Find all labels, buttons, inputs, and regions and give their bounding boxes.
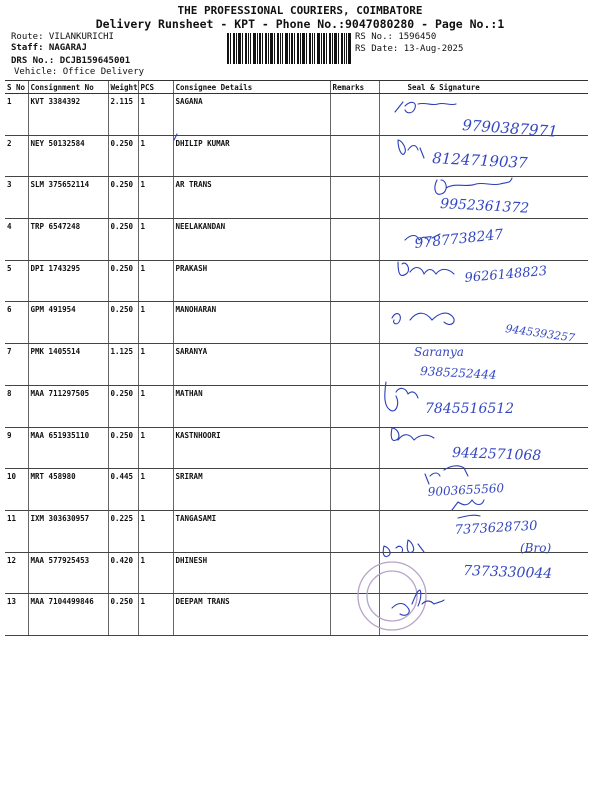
phone-11: 7373628730 — [454, 518, 538, 538]
cell-signature — [379, 177, 588, 219]
phone-5: 9626148823 — [464, 263, 548, 286]
cell-consignee: SRIRAM — [173, 469, 330, 511]
cell-consignment: MAA 651935110 — [28, 427, 108, 469]
table-row — [5, 94, 588, 136]
col-header-remarks: Remarks — [330, 81, 379, 94]
phone-9: 9442571068 — [451, 445, 542, 465]
cell-consignment: DPI 1743295 — [28, 260, 108, 302]
cell-remarks — [330, 594, 379, 636]
cell-remarks — [330, 552, 379, 594]
cell-remarks — [330, 427, 379, 469]
cell-signature — [379, 135, 588, 177]
cell-signature — [379, 552, 588, 594]
table-row — [5, 385, 588, 427]
table-row — [5, 219, 588, 261]
cell-weight: 0.250 — [108, 219, 138, 261]
cell-consignment: MAA 577925453 — [28, 552, 108, 594]
table-row — [5, 302, 588, 344]
cell-consignment: GPM 491954 — [28, 302, 108, 344]
cell-consignee: PRAKASH — [173, 260, 330, 302]
cell-sno: 3 — [5, 177, 28, 219]
cell-pcs: 1 — [138, 469, 173, 511]
table-row — [5, 469, 588, 511]
cell-weight: 0.250 — [108, 427, 138, 469]
cell-pcs: 1 — [138, 302, 173, 344]
table-row — [5, 510, 588, 552]
cell-sno: 7 — [5, 344, 28, 386]
cell-weight: 0.250 — [108, 177, 138, 219]
cell-remarks — [330, 177, 379, 219]
cell-remarks — [330, 94, 379, 136]
cell-consignee: DEEPAM TRANS — [173, 594, 330, 636]
phone-2: 8124719037 — [431, 149, 529, 172]
cell-remarks — [330, 469, 379, 511]
cell-signature — [379, 594, 588, 636]
cell-pcs: 1 — [138, 260, 173, 302]
phone-8: 7845516512 — [425, 401, 515, 417]
cell-consignee: KASTNHOORI — [173, 427, 330, 469]
phone-1: 9790387971 — [461, 116, 559, 141]
cell-sno: 5 — [5, 260, 28, 302]
cell-pcs: 1 — [138, 219, 173, 261]
rs-date: RS Date: 13-Aug-2025 — [355, 44, 464, 54]
table-row — [5, 594, 588, 636]
cell-weight: 0.250 — [108, 260, 138, 302]
phone-7: 9385252444 — [419, 364, 497, 382]
cell-weight: 0.225 — [108, 510, 138, 552]
relation-12: (Bro) — [520, 541, 552, 555]
cell-pcs: 1 — [138, 594, 173, 636]
col-header-sno: S No — [5, 81, 28, 94]
phone-4: 9787738247 — [413, 226, 505, 252]
cell-remarks — [330, 260, 379, 302]
cell-pcs: 1 — [138, 344, 173, 386]
cell-weight: 2.115 — [108, 94, 138, 136]
cell-signature — [379, 510, 588, 552]
barcode — [227, 33, 351, 64]
table-row — [5, 344, 588, 386]
cell-consignment: IXM 303630957 — [28, 510, 108, 552]
cell-consignment: NEY 50132584 — [28, 135, 108, 177]
cell-weight: 0.445 — [108, 469, 138, 511]
col-header-weight: Weight — [108, 81, 138, 94]
runsheet-subtitle: Delivery Runsheet - KPT - Phone No.:9047080280 - Page No.:1 — [95, 17, 505, 31]
phone-12: 7373330044 — [462, 563, 553, 583]
cell-sno: 1 — [5, 94, 28, 136]
cell-consignee: SAGANA — [173, 94, 330, 136]
cell-signature — [379, 94, 588, 136]
cell-sno: 11 — [5, 510, 28, 552]
cell-pcs: 1 — [138, 427, 173, 469]
phone-6: 9445393257 — [504, 322, 576, 345]
cell-sno: 10 — [5, 469, 28, 511]
cell-remarks — [330, 219, 379, 261]
cell-consignee: TANGASAMI — [173, 510, 330, 552]
cell-signature — [379, 344, 588, 386]
runsheet-table — [5, 80, 588, 636]
cell-consignment: MAA 7104499846 — [28, 594, 108, 636]
cell-consignee: DHINESH — [173, 552, 330, 594]
cell-consignment: KVT 3384392 — [28, 94, 108, 136]
cell-signature — [379, 219, 588, 261]
route-label: Route: VILANKURICHI — [11, 32, 114, 42]
cell-pcs: 1 — [138, 94, 173, 136]
col-header-pcs: PCS — [138, 81, 173, 94]
table-row — [5, 427, 588, 469]
cell-consignment: TRP 6547248 — [28, 219, 108, 261]
cell-sno: 9 — [5, 427, 28, 469]
cell-pcs: 1 — [138, 135, 173, 177]
cell-weight: 0.250 — [108, 135, 138, 177]
cell-weight: 0.250 — [108, 594, 138, 636]
cell-remarks — [330, 302, 379, 344]
cell-remarks — [330, 510, 379, 552]
cell-consignment: SLM 375652114 — [28, 177, 108, 219]
cell-signature — [379, 427, 588, 469]
vehicle-label: Vehicle: Office Delivery — [14, 67, 145, 77]
cell-pcs: 1 — [138, 177, 173, 219]
cell-signature — [379, 385, 588, 427]
cell-remarks — [330, 385, 379, 427]
cell-remarks — [330, 344, 379, 386]
cell-signature — [379, 260, 588, 302]
cell-remarks — [330, 135, 379, 177]
cell-consignee: MANOHARAN — [173, 302, 330, 344]
company-title: THE PROFESSIONAL COURIERS, COIMBATORE — [177, 4, 423, 17]
cell-weight: 1.125 — [108, 344, 138, 386]
name-7: Saranya — [414, 345, 464, 359]
cell-sno: 8 — [5, 385, 28, 427]
cell-sno: 4 — [5, 219, 28, 261]
cell-weight: 0.250 — [108, 302, 138, 344]
rs-number: RS No.: 1596450 — [355, 32, 437, 42]
cell-consignee: AR TRANS — [173, 177, 330, 219]
cell-sno: 2 — [5, 135, 28, 177]
cell-pcs: 1 — [138, 510, 173, 552]
cell-sno: 12 — [5, 552, 28, 594]
table-row — [5, 177, 588, 219]
table-row — [5, 260, 588, 302]
col-header-consignment: Consignment No — [28, 81, 108, 94]
phone-10: 9003655560 — [427, 481, 505, 499]
cell-sno: 6 — [5, 302, 28, 344]
cell-sno: 13 — [5, 594, 28, 636]
cell-consignment: MAA 711297505 — [28, 385, 108, 427]
col-header-signature: Seal & Signature — [379, 81, 588, 94]
cell-weight: 0.420 — [108, 552, 138, 594]
table-header-row — [5, 81, 588, 94]
cell-consignment: MRT 458980 — [28, 469, 108, 511]
cell-pcs: 1 — [138, 385, 173, 427]
staff-label: Staff: NAGARAJ — [11, 43, 87, 53]
cell-weight: 0.250 — [108, 385, 138, 427]
cell-consignment: PMK 1405514 — [28, 344, 108, 386]
cell-consignee: NEELAKANDAN — [173, 219, 330, 261]
drs-number: DRS No.: DCJB159645001 — [11, 56, 131, 66]
cell-consignee: SARANYA — [173, 344, 330, 386]
cell-pcs: 1 — [138, 552, 173, 594]
cell-signature — [379, 469, 588, 511]
cell-signature — [379, 302, 588, 344]
table-row — [5, 135, 588, 177]
table-row — [5, 552, 588, 594]
cell-consignee: MATHAN — [173, 385, 330, 427]
col-header-consignee: Consignee Details — [173, 81, 330, 94]
cell-consignee: DHILIP KUMAR — [173, 135, 330, 177]
phone-3: 9952361372 — [439, 196, 530, 217]
